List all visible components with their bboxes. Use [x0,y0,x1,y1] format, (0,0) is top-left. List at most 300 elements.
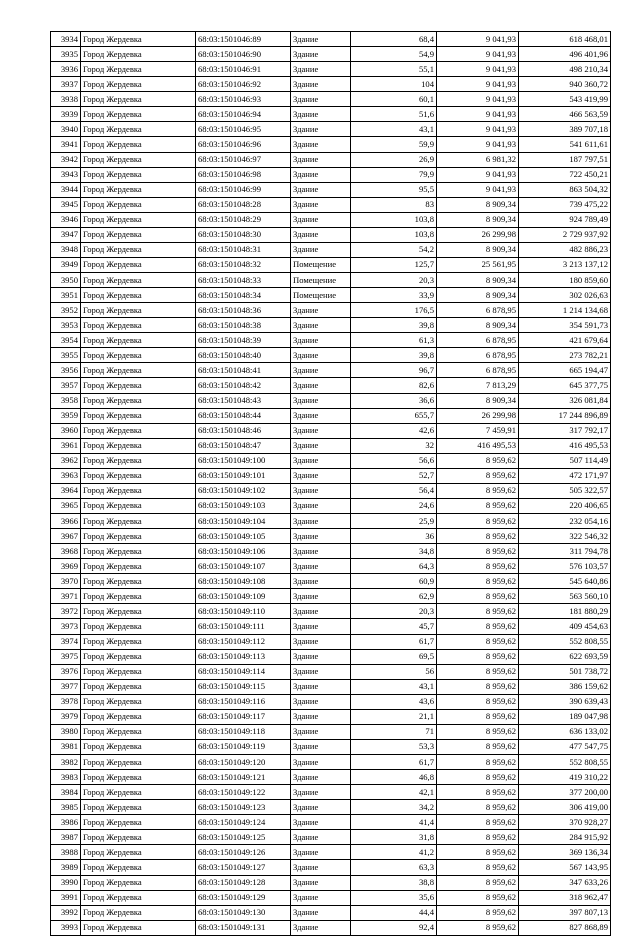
settlement-name: Город Жердевка [81,815,196,830]
object-type: Здание [291,438,351,453]
object-type: Здание [291,770,351,785]
settlement-name: Город Жердевка [81,544,196,559]
table-row [51,770,611,785]
object-type: Здание [291,107,351,122]
area-value: 35,6 [351,890,437,905]
settlement-name: Город Жердевка [81,664,196,679]
area-value: 62,9 [351,589,437,604]
unit-price: 8 959,62 [437,529,519,544]
cadastral-value: 181 880,29 [519,604,611,619]
settlement-name: Город Жердевка [81,273,196,288]
row-number: 3946 [51,212,81,227]
row-number: 3941 [51,137,81,152]
object-type: Здание [291,574,351,589]
row-number: 3976 [51,664,81,679]
unit-price: 8 959,62 [437,589,519,604]
row-number: 3934 [51,32,81,47]
unit-price: 8 959,62 [437,905,519,920]
unit-price: 8 959,62 [437,634,519,649]
object-type: Здание [291,498,351,513]
table-row [51,739,611,754]
table-row [51,875,611,890]
table-row [51,664,611,679]
row-number: 3957 [51,378,81,393]
object-type: Здание [291,514,351,529]
area-value: 55,1 [351,62,437,77]
unit-price: 8 959,62 [437,514,519,529]
row-number: 3975 [51,649,81,664]
unit-price: 9 041,93 [437,122,519,137]
settlement-name: Город Жердевка [81,62,196,77]
cadastral-value: 501 738,72 [519,664,611,679]
cadastral-number: 68:03:1501046:97 [196,152,291,167]
object-type: Здание [291,62,351,77]
cadastral-value: 3 213 137,12 [519,257,611,272]
area-value: 56 [351,664,437,679]
area-value: 54,2 [351,242,437,257]
area-value: 42,1 [351,785,437,800]
cadastral-number: 68:03:1501049:108 [196,574,291,589]
object-type: Здание [291,122,351,137]
settlement-name: Город Жердевка [81,152,196,167]
area-value: 61,7 [351,634,437,649]
cadastral-number: 68:03:1501046:95 [196,122,291,137]
settlement-name: Город Жердевка [81,649,196,664]
row-number: 3947 [51,227,81,242]
cadastral-value: 622 693,59 [519,649,611,664]
settlement-name: Город Жердевка [81,333,196,348]
row-number: 3959 [51,408,81,423]
object-type: Здание [291,318,351,333]
cadastral-value: 482 886,23 [519,242,611,257]
area-value: 39,8 [351,318,437,333]
table-row [51,574,611,589]
cadastral-value: 739 475,22 [519,197,611,212]
cadastral-number: 68:03:1501049:119 [196,739,291,754]
cadastral-number: 68:03:1501048:30 [196,227,291,242]
cadastral-number: 68:03:1501049:101 [196,468,291,483]
cadastral-number: 68:03:1501048:36 [196,303,291,318]
area-value: 33,9 [351,288,437,303]
table-row [51,800,611,815]
settlement-name: Город Жердевка [81,408,196,423]
object-type: Здание [291,303,351,318]
unit-price: 8 959,62 [437,920,519,935]
cadastral-number: 68:03:1501049:127 [196,860,291,875]
row-number: 3968 [51,544,81,559]
cadastral-value: 498 210,34 [519,62,611,77]
cadastral-number: 68:03:1501046:90 [196,47,291,62]
object-type: Здание [291,453,351,468]
row-number: 3949 [51,257,81,272]
cadastral-number: 68:03:1501049:103 [196,498,291,513]
cadastral-number: 68:03:1501049:109 [196,589,291,604]
cadastral-value: 273 782,21 [519,348,611,363]
unit-price: 8 959,62 [437,664,519,679]
object-type: Здание [291,709,351,724]
row-number: 3966 [51,514,81,529]
object-type: Здание [291,724,351,739]
cadastral-value: 1 214 134,68 [519,303,611,318]
area-value: 26,9 [351,152,437,167]
cadastral-number: 68:03:1501049:131 [196,920,291,935]
row-number: 3943 [51,167,81,182]
settlement-name: Город Жердевка [81,920,196,935]
cadastral-value: 507 114,49 [519,453,611,468]
settlement-name: Город Жердевка [81,92,196,107]
unit-price: 9 041,93 [437,107,519,122]
object-type: Здание [291,905,351,920]
cadastral-value: 17 244 896,89 [519,408,611,423]
unit-price: 8 959,62 [437,800,519,815]
area-value: 61,3 [351,333,437,348]
table-row [51,589,611,604]
area-value: 25,9 [351,514,437,529]
cadastral-value: 2 729 937,92 [519,227,611,242]
object-type: Здание [291,32,351,47]
cadastral-value: 180 859,60 [519,273,611,288]
area-value: 655,7 [351,408,437,423]
settlement-name: Город Жердевка [81,589,196,604]
row-number: 3970 [51,574,81,589]
cadastral-value: 284 915,92 [519,830,611,845]
cadastral-number: 68:03:1501049:121 [196,770,291,785]
unit-price: 8 959,62 [437,875,519,890]
area-value: 52,7 [351,468,437,483]
area-value: 103,8 [351,212,437,227]
table-row [51,408,611,423]
object-type: Здание [291,182,351,197]
row-number: 3987 [51,830,81,845]
area-value: 56,4 [351,483,437,498]
table-row [51,227,611,242]
cadastral-number: 68:03:1501046:94 [196,107,291,122]
row-number: 3983 [51,770,81,785]
row-number: 3962 [51,453,81,468]
object-type: Здание [291,137,351,152]
table-row [51,77,611,92]
object-type: Здание [291,77,351,92]
object-type: Здание [291,544,351,559]
cadastral-value: 390 639,43 [519,694,611,709]
table-row [51,634,611,649]
table-row [51,679,611,694]
cadastral-number: 68:03:1501048:39 [196,333,291,348]
cadastral-number: 68:03:1501049:102 [196,483,291,498]
unit-price: 26 299,98 [437,408,519,423]
settlement-name: Город Жердевка [81,137,196,152]
settlement-name: Город Жердевка [81,785,196,800]
cadastral-number: 68:03:1501049:125 [196,830,291,845]
table-row [51,273,611,288]
area-value: 53,3 [351,739,437,754]
cadastral-value: 326 081,84 [519,393,611,408]
cadastral-value: 722 450,21 [519,167,611,182]
object-type: Здание [291,589,351,604]
object-type: Здание [291,619,351,634]
row-number: 3948 [51,242,81,257]
object-type: Здание [291,890,351,905]
object-type: Здание [291,483,351,498]
row-number: 3953 [51,318,81,333]
unit-price: 8 959,62 [437,604,519,619]
cadastral-number: 68:03:1501049:113 [196,649,291,664]
settlement-name: Город Жердевка [81,574,196,589]
cadastral-number: 68:03:1501048:40 [196,348,291,363]
area-value: 68,4 [351,32,437,47]
object-type: Здание [291,559,351,574]
row-number: 3985 [51,800,81,815]
object-type: Здание [291,604,351,619]
row-number: 3945 [51,197,81,212]
settlement-name: Город Жердевка [81,739,196,754]
table-row [51,468,611,483]
table-row [51,724,611,739]
cadastral-number: 68:03:1501049:106 [196,544,291,559]
table-row [51,393,611,408]
cadastral-number: 68:03:1501049:129 [196,890,291,905]
settlement-name: Город Жердевка [81,348,196,363]
object-type: Здание [291,167,351,182]
cadastral-number: 68:03:1501048:42 [196,378,291,393]
row-number: 3969 [51,559,81,574]
area-value: 95,5 [351,182,437,197]
settlement-name: Город Жердевка [81,288,196,303]
cadastral-number: 68:03:1501048:34 [196,288,291,303]
settlement-name: Город Жердевка [81,483,196,498]
row-number: 3937 [51,77,81,92]
area-value: 54,9 [351,47,437,62]
unit-price: 8 959,62 [437,559,519,574]
settlement-name: Город Жердевка [81,77,196,92]
object-type: Здание [291,152,351,167]
area-value: 45,7 [351,619,437,634]
row-number: 3982 [51,755,81,770]
unit-price: 8 959,62 [437,619,519,634]
table-row [51,559,611,574]
row-number: 3965 [51,498,81,513]
cadastral-value: 354 591,73 [519,318,611,333]
table-row [51,453,611,468]
cadastral-value: 377 200,00 [519,785,611,800]
cadastral-value: 477 547,75 [519,739,611,754]
area-value: 92,4 [351,920,437,935]
table-row [51,152,611,167]
settlement-name: Город Жердевка [81,890,196,905]
settlement-name: Город Жердевка [81,800,196,815]
object-type: Здание [291,739,351,754]
cadastral-value: 827 868,89 [519,920,611,935]
cadastral-number: 68:03:1501049:122 [196,785,291,800]
area-value: 41,2 [351,845,437,860]
unit-price: 8 959,62 [437,770,519,785]
row-number: 3974 [51,634,81,649]
unit-price: 8 959,62 [437,709,519,724]
table-row [51,348,611,363]
cadastral-value: 466 563,59 [519,107,611,122]
cadastral-value: 419 310,22 [519,770,611,785]
cadastral-number: 68:03:1501049:126 [196,845,291,860]
cadastral-number: 68:03:1501049:107 [196,559,291,574]
area-value: 21,1 [351,709,437,724]
area-value: 42,6 [351,423,437,438]
cadastral-value: 618 468,01 [519,32,611,47]
settlement-name: Город Жердевка [81,423,196,438]
unit-price: 8 959,62 [437,890,519,905]
table-row [51,529,611,544]
unit-price: 8 959,62 [437,815,519,830]
cadastral-number: 68:03:1501048:29 [196,212,291,227]
row-number: 3944 [51,182,81,197]
table-row [51,498,611,513]
row-number: 3956 [51,363,81,378]
area-value: 69,5 [351,649,437,664]
cadastral-number: 68:03:1501046:99 [196,182,291,197]
settlement-name: Город Жердевка [81,453,196,468]
table-row [51,830,611,845]
cadastral-number: 68:03:1501049:118 [196,724,291,739]
row-number: 3971 [51,589,81,604]
unit-price: 6 878,95 [437,333,519,348]
cadastral-value: 472 171,97 [519,468,611,483]
cadastral-number: 68:03:1501046:93 [196,92,291,107]
cadastral-number: 68:03:1501049:120 [196,755,291,770]
area-value: 41,4 [351,815,437,830]
unit-price: 8 959,62 [437,860,519,875]
area-value: 20,3 [351,273,437,288]
table-row [51,709,611,724]
unit-price: 8 959,62 [437,785,519,800]
table-row [51,288,611,303]
unit-price: 8 959,62 [437,845,519,860]
row-number: 3978 [51,694,81,709]
row-number: 3936 [51,62,81,77]
table-row [51,544,611,559]
area-value: 176,5 [351,303,437,318]
cadastral-number: 68:03:1501049:111 [196,619,291,634]
area-value: 104 [351,77,437,92]
table-row [51,905,611,920]
cadastral-value: 369 136,34 [519,845,611,860]
table-row [51,32,611,47]
area-value: 79,9 [351,167,437,182]
row-number: 3950 [51,273,81,288]
unit-price: 8 959,62 [437,739,519,754]
unit-price: 9 041,93 [437,167,519,182]
cadastral-value: 347 633,26 [519,875,611,890]
area-value: 44,4 [351,905,437,920]
row-number: 3958 [51,393,81,408]
table-row [51,378,611,393]
row-number: 3991 [51,890,81,905]
area-value: 31,8 [351,830,437,845]
unit-price: 8 909,34 [437,318,519,333]
table-row [51,212,611,227]
unit-price: 416 495,53 [437,438,519,453]
unit-price: 9 041,93 [437,137,519,152]
settlement-name: Город Жердевка [81,212,196,227]
table-row [51,182,611,197]
cadastral-value: 552 808,55 [519,755,611,770]
cadastral-value: 563 560,10 [519,589,611,604]
object-type: Здание [291,664,351,679]
object-type: Здание [291,393,351,408]
area-value: 51,6 [351,107,437,122]
area-value: 36 [351,529,437,544]
unit-price: 8 959,62 [437,544,519,559]
cadastral-number: 68:03:1501046:96 [196,137,291,152]
unit-price: 8 959,62 [437,755,519,770]
area-value: 56,6 [351,453,437,468]
table-row [51,649,611,664]
cadastral-value: 496 401,96 [519,47,611,62]
settlement-name: Город Жердевка [81,619,196,634]
table-row [51,890,611,905]
table-row [51,694,611,709]
object-type: Здание [291,47,351,62]
area-value: 61,7 [351,755,437,770]
cadastral-number: 68:03:1501046:91 [196,62,291,77]
unit-price: 8 909,34 [437,393,519,408]
row-number: 3964 [51,483,81,498]
object-type: Здание [291,830,351,845]
row-number: 3967 [51,529,81,544]
unit-price: 9 041,93 [437,182,519,197]
area-value: 60,9 [351,574,437,589]
settlement-name: Город Жердевка [81,845,196,860]
unit-price: 8 959,62 [437,468,519,483]
cadastral-number: 68:03:1501046:92 [196,77,291,92]
table-row [51,514,611,529]
cadastral-value: 552 808,55 [519,634,611,649]
table-row [51,755,611,770]
object-type: Здание [291,815,351,830]
row-number: 3963 [51,468,81,483]
cadastral-number: 68:03:1501049:110 [196,604,291,619]
object-type: Здание [291,363,351,378]
cadastral-value: 317 792,17 [519,423,611,438]
settlement-name: Город Жердевка [81,107,196,122]
cadastral-value: 370 928,27 [519,815,611,830]
object-type: Здание [291,92,351,107]
unit-price: 8 909,34 [437,197,519,212]
row-number: 3954 [51,333,81,348]
row-number: 3961 [51,438,81,453]
object-type: Здание [291,423,351,438]
area-value: 43,6 [351,694,437,709]
cadastral-value: 576 103,57 [519,559,611,574]
area-value: 36,6 [351,393,437,408]
cadastral-value: 322 546,32 [519,529,611,544]
row-number: 3939 [51,107,81,122]
unit-price: 8 959,62 [437,483,519,498]
settlement-name: Город Жердевка [81,709,196,724]
object-type: Здание [291,679,351,694]
object-type: Здание [291,649,351,664]
cadastral-number: 68:03:1501049:104 [196,514,291,529]
object-type: Помещение [291,273,351,288]
settlement-name: Город Жердевка [81,755,196,770]
unit-price: 9 041,93 [437,62,519,77]
row-number: 3938 [51,92,81,107]
cadastral-number: 68:03:1501049:117 [196,709,291,724]
row-number: 3977 [51,679,81,694]
cadastral-number: 68:03:1501048:28 [196,197,291,212]
area-value: 103,8 [351,227,437,242]
settlement-name: Город Жердевка [81,498,196,513]
table-row [51,483,611,498]
settlement-name: Город Жердевка [81,875,196,890]
